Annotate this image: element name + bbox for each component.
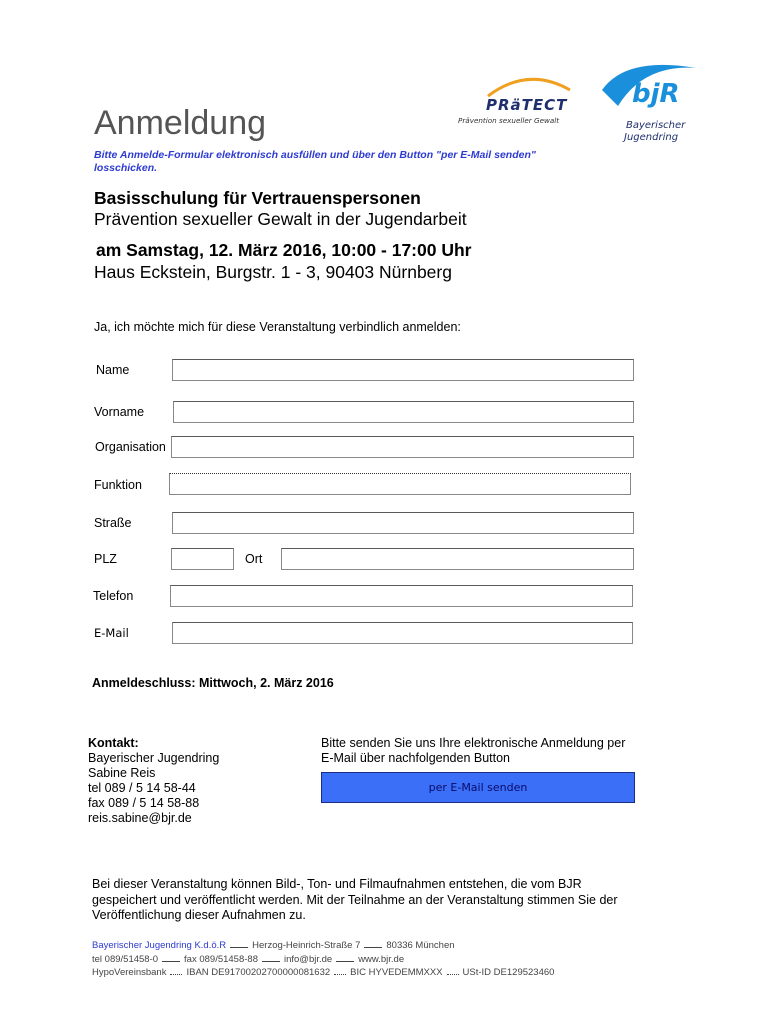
send-hint: Bitte senden Sie uns Ihre elektronische Anmeldung per E-Mail über nachfolgenden Button <box>321 736 626 765</box>
footer-iban: IBAN DE91700202700000081632 <box>186 967 331 978</box>
plz-label: PLZ <box>94 552 117 566</box>
svg-text:Jugendring: Jugendring <box>624 132 679 143</box>
footer-web: www.bjr.de <box>358 953 405 965</box>
footer <box>92 939 554 980</box>
contact-tel: tel 089 / 5 14 58-44 <box>88 781 196 795</box>
footer-line-1 <box>92 939 554 953</box>
course-title: Basisschulung für Vertrauenspersonen <box>94 188 421 208</box>
footer-bic: BIC HYVEDEMMXXX <box>350 967 443 978</box>
footer-city: 80336 München <box>386 940 455 951</box>
bjr-logo <box>596 60 700 144</box>
send-email-button[interactable]: per E-Mail senden <box>321 772 635 803</box>
footer-street: Herzog-Heinrich-Straße 7 <box>252 940 361 951</box>
vorname-label: Vorname <box>94 405 145 419</box>
event-venue: Haus Eckstein, Burgstr. 1 - 3, 90403 Nürnberg <box>94 262 452 282</box>
plz-field[interactable] <box>171 548 234 570</box>
course-subtitle: Prävention sexueller Gewalt in der Jugendarbeit <box>94 209 467 229</box>
organisation-label: Organisation <box>95 440 166 454</box>
footer-tel: tel 089/51458-0 <box>92 953 159 965</box>
event-date: am Samstag, 12. März 2016, 10:00 - 17:00 Uhr <box>96 240 472 260</box>
contact-heading: Kontakt: <box>88 736 139 750</box>
strasse-field[interactable] <box>172 512 634 534</box>
contact-person: Sabine Reis <box>88 766 156 780</box>
strasse-label: Straße <box>94 516 132 530</box>
footer-line-2 <box>92 953 554 967</box>
protect-logo <box>458 70 590 126</box>
footer-mail: info@bjr.de <box>283 953 333 965</box>
page-title: Anmeldung <box>94 104 267 142</box>
form-instruction: Bitte Anmelde-Formular elektronisch ausfüllen und über den Button "per E-Mail senden" losschicken. <box>94 149 536 174</box>
name-label: Name <box>96 363 130 377</box>
ort-field[interactable] <box>281 548 634 570</box>
footer-bank: HypoVereinsbank <box>92 967 167 978</box>
contact-org: Bayerischer Jugendring <box>88 751 220 765</box>
contact-email: reis.sabine@bjr.de <box>88 811 192 825</box>
footer-fax: fax 089/51458-88 <box>184 953 258 965</box>
svg-text:bjR: bjR <box>632 79 680 109</box>
photo-consent-note: Bei dieser Veranstaltung können Bild-, Ton- und Filmaufnahmen entstehen, die vom BJR gespeichert und veröffentlicht werden. Mit der Teilnahme an der Veranstaltung stimmen Sie der Veröffentlichung dieser Aufnahmen zu. <box>92 877 618 922</box>
telefon-label: Telefon <box>93 589 134 603</box>
funktion-label: Funktion <box>94 478 142 492</box>
organisation-field[interactable] <box>171 436 634 458</box>
svg-text:PRäTECT: PRäTECT <box>486 96 568 114</box>
footer-org: Bayerischer Jugendring K.d.ö.R <box>92 940 227 951</box>
svg-text:Bayerischer: Bayerischer <box>626 120 686 131</box>
name-field[interactable] <box>172 359 634 381</box>
contact-fax: fax 089 / 5 14 58-88 <box>88 796 200 810</box>
contact-block <box>88 736 219 826</box>
funktion-field[interactable] <box>169 473 631 495</box>
ort-label: Ort <box>245 552 263 566</box>
footer-ustid: USt-ID DE129523460 <box>462 967 555 978</box>
svg-text:Prävention sexueller Gewalt: Prävention sexueller Gewalt <box>458 116 560 125</box>
email-field[interactable] <box>172 622 633 644</box>
telefon-field[interactable] <box>170 585 633 607</box>
vorname-field[interactable] <box>173 401 634 423</box>
footer-line-3 <box>92 966 554 980</box>
email-label: E-Mail <box>94 626 129 640</box>
confirm-text: Ja, ich möchte mich für diese Veranstaltung verbindlich anmelden: <box>94 320 461 334</box>
registration-deadline: Anmeldeschluss: Mittwoch, 2. März 2016 <box>92 676 334 690</box>
